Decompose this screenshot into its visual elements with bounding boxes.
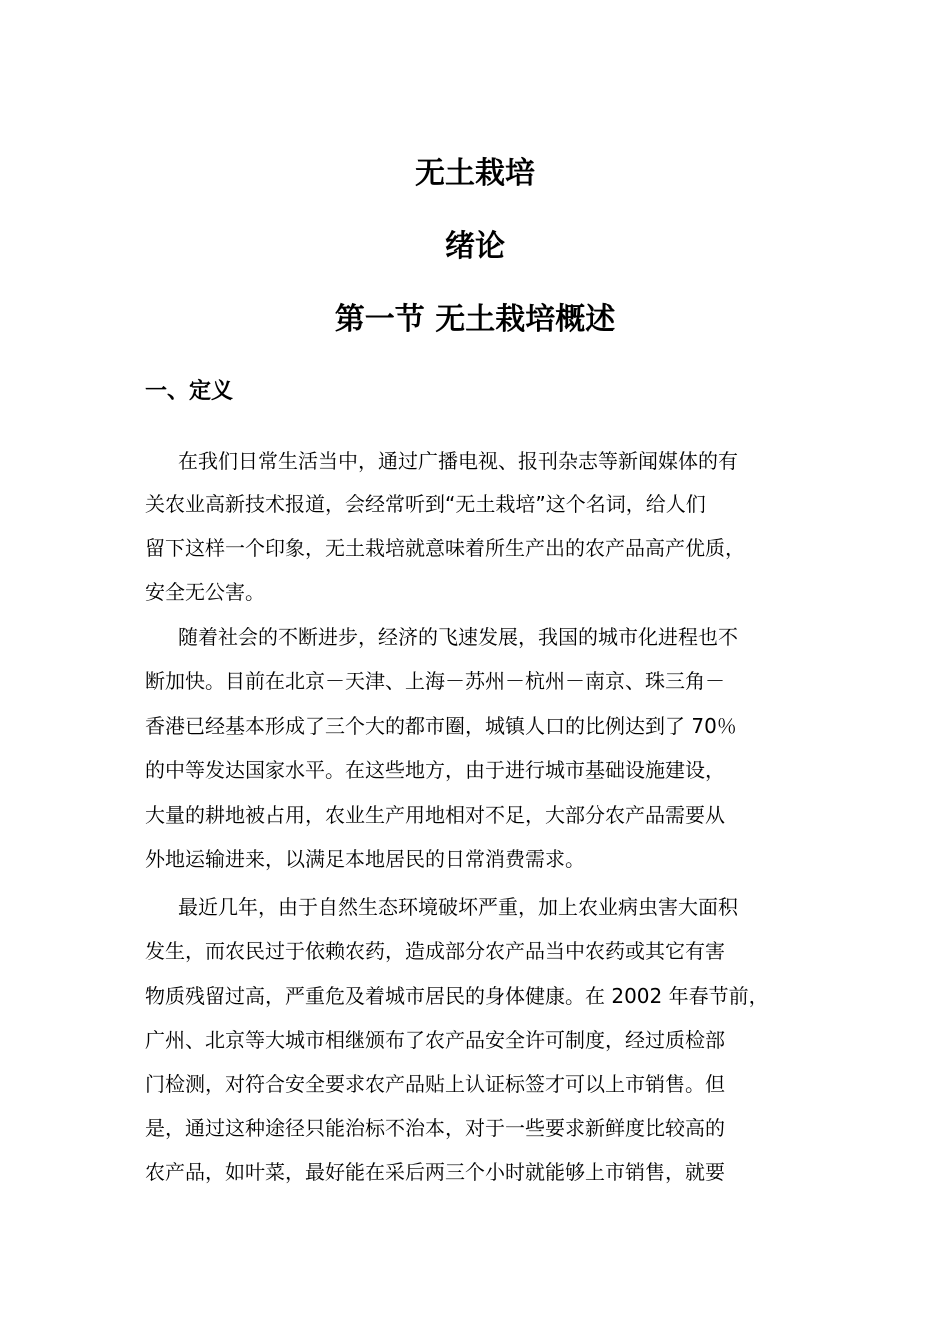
paragraph-2-line-6: 外地运输进来，以满足本地居民的日常消费需求。 — [145, 847, 585, 871]
paragraph-3-line-2: 发生，而农民过于依赖农药，造成部分农产品当中农药或其它有害 — [145, 939, 725, 963]
paragraph-1-line-4: 安全无公害。 — [145, 580, 265, 604]
paragraph-2-line-1: 随着社会的不断进步，经济的飞速发展，我国的城市化进程也不 — [178, 625, 738, 649]
paragraph-1-line-3: 留下这样一个印象，无土栽培就意味着所生产出的农产品高产优质， — [145, 536, 745, 560]
paragraph-1-line-1: 在我们日常生活当中，通过广播电视、报刊杂志等新闻媒体的有 — [178, 449, 738, 473]
section-title: 第一节 无土栽培概述 — [334, 302, 616, 337]
paragraph-2-line-3: 香港已经基本形成了三个大的都市圈，城镇人口的比例达到了 70％ — [145, 714, 737, 738]
chapter-title: 绪论 — [445, 229, 505, 264]
paragraph-2-line-5: 大量的耕地被占用，农业生产用地相对不足，大部分农产品需要从 — [145, 803, 725, 827]
paragraph-3-line-4: 广州、北京等大城市相继颁布了农产品安全许可制度，经过质检部 — [145, 1028, 725, 1052]
definition-heading: 一、定义 — [145, 379, 234, 404]
paragraph-3-line-3: 物质残留过高，严重危及着城市居民的身体健康。在 2002 年春节前， — [145, 984, 769, 1008]
paragraph-2-line-4: 的中等发达国家水平。在这些地方，由于进行城市基础设施建设， — [145, 758, 725, 782]
paragraph-1-line-2: 关农业高新技术报道，会经常听到“无土栽培”这个名词，给人们 — [145, 492, 706, 516]
paragraph-3-line-7: 农产品，如叶菜，最好能在采后两三个小时就能够上市销售，就要 — [145, 1160, 725, 1184]
paragraph-3-line-1: 最近几年，由于自然生态环境破坏严重，加上农业病虫害大面积 — [178, 895, 738, 919]
paragraph-3-line-5: 门检测，对符合安全要求农产品贴上认证标签才可以上市销售。但 — [145, 1072, 725, 1096]
paragraph-2-line-2: 断加快。目前在北京－天津、上海－苏州－杭州－南京、珠三角－ — [145, 669, 725, 693]
paragraph-3-line-6: 是，通过这种途径只能治标不治本，对于一些要求新鲜度比较高的 — [145, 1116, 725, 1140]
document-title: 无土栽培 — [415, 156, 535, 191]
